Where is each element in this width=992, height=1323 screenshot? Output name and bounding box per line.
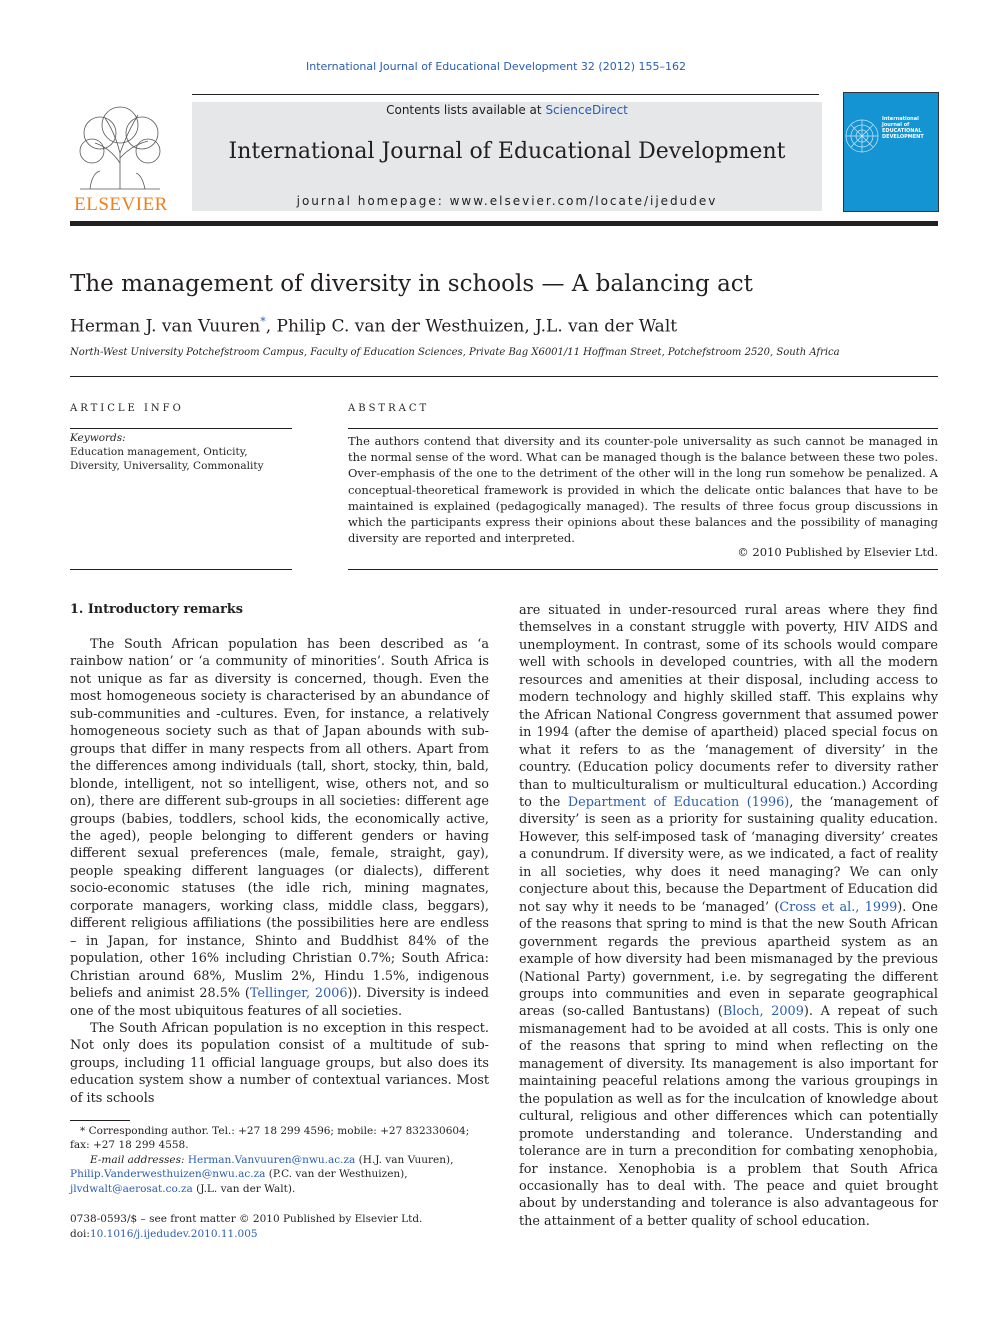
- keywords-block: [70, 431, 292, 473]
- paragraph-2-cont: [519, 602, 938, 1230]
- article-info-rule: [70, 428, 292, 429]
- email-owner-3: (J.L. van der Walt).: [192, 1182, 296, 1195]
- journal-cover[interactable]: [843, 92, 939, 212]
- paragraph-1: [70, 636, 489, 1020]
- footnote: [70, 1124, 490, 1196]
- body-right-column: [519, 602, 938, 1230]
- cover-title: International Journal of EDUCATIONAL DEVELOPMENT: [882, 116, 924, 140]
- front-matter: [70, 1212, 490, 1242]
- footnote-mark: *: [80, 1125, 86, 1137]
- email-addresses: [70, 1153, 490, 1196]
- homepage-prefix: journal homepage:: [296, 194, 450, 208]
- doi-link[interactable]: 10.1016/j.ijedudev.2010.11.005: [89, 1228, 258, 1240]
- footnote-rule: [70, 1120, 130, 1121]
- email-owner-2: (P.C. van der Westhuizen),: [265, 1168, 408, 1181]
- header-rule: [70, 221, 938, 226]
- contents-line: [192, 102, 822, 118]
- abstract-bottom-rule: [348, 569, 938, 570]
- keywords-label: Keywords:: [70, 432, 126, 444]
- author-1: Herman J. van Vuuren: [70, 316, 261, 337]
- title-rule: [70, 376, 938, 377]
- doi-label: doi:: [70, 1228, 90, 1240]
- paragraph-1-text-b: )). Diversity is indeed one of the most ubiquitous features of all societies.: [70, 986, 489, 1019]
- paragraph-text-a: are situated in under-resourced rural areas where they find themselves in a constant struggle with poverty, HIV AIDS and unemployment. In contrast, some of its schools would compare well with schools in developed countries, with all the modern resources and amenities at their disposal, including access to modern technology and highly skilled staff. This explains why the African National Congress government that assumed power in 1994 (after the demise of apartheid) placed special focus on what it refers to as the ‘management of diversity’ in the country. (Education policy documents refer to diversity rather than to multiculturalism or multicultural education.) According to the: [519, 603, 938, 810]
- paragraph-text-c: ). One of the reasons that spring to mind is that the new South African government regards the previous apartheid system as an example of how diversity had been mismanaged by the previous (National Party) government, i.e. by segregating the different groups into communities and even in separate geographical areas (so-called Bantustans) (: [519, 899, 939, 1020]
- body-left-column: [70, 636, 489, 1107]
- abstract-heading: ABSTRACT: [348, 403, 430, 414]
- email-link-2[interactable]: Philip.Vanderwesthuizen@nwu.ac.za: [70, 1168, 266, 1181]
- article-info-heading: ARTICLE INFO: [70, 403, 184, 414]
- ref-cross[interactable]: Cross et al., 1999: [779, 899, 898, 915]
- section-heading: 1. Introductory remarks: [70, 602, 243, 617]
- email-link-1[interactable]: Herman.Vanvuuren@nwu.ac.za: [187, 1153, 356, 1166]
- doi-line: [70, 1227, 490, 1242]
- homepage-url[interactable]: www.elsevier.com/locate/ijedudev: [449, 194, 718, 208]
- ref-department-education[interactable]: Department of Education (1996): [567, 794, 790, 810]
- corresponding-mark[interactable]: *: [260, 315, 266, 328]
- email-owner-1: (H.J. van Vuuren),: [355, 1153, 454, 1166]
- abstract-text: The authors contend that diversity and its counter-pole universality as such cannot be managed in the normal sense of the word. What can be managed though is the balance between these two poles. Over-emphasis of the one to the detriment of the other will in the long run somehow be penalized. A conceptual-theoretical framework is provided in which the delicate ontic balances that have to be maintained is explained (pedagogically managed). The results of three focus group discussions in which the participants express their opinions about these balances and the possibility of managing diversity are reported and interpreted.: [348, 434, 938, 546]
- tree-icon: [70, 103, 170, 191]
- journal-citation[interactable]: International Journal of Educational Development 32 (2012) 155–162: [305, 60, 686, 73]
- corresponding-text: Corresponding author. Tel.: +27 18 299 4596; mobile: +27 832330604; fax: +27 18 299 4558.: [70, 1125, 470, 1152]
- ref-tellinger[interactable]: Tellinger, 2006: [249, 986, 348, 1002]
- paragraph-1-text-a: The South African population has been described as ‘a rainbow nation’ or ‘a community of minorities’. South Africa is not unique as far as diversity is concerned, though. Even the most homogeneous society is characterised by an abundance of sub-communities and -cultures. Even, for instance, a relatively homogeneous society such as that of Japan abounds with sub-groups that differ in many respects from all others. Apart from the differences among individuals (tall, short, stocky, thin, bald, blonde, intelligent, not so intelligent, wise, others not, and so on), there are different sub-groups in all societies: different age groups (babies, toddlers, school kids, the economically active, the aged), people belonging to different genders or having different sexual preferences (male, female, straight, gay), people speaking different languages (or dialects), different socio-economic statuses (the idle rich, mining magnates, corporate managers, working class, middle class, beggars), different religious affiliations (the possibilities here are endless – in Japan, for instance, Shinto and Buddhist 84% of the population, other 16% including Christian 0.7%; South Africa: Christian around 68%, Muslim 2%, Hindu 1.5%, indigenous beliefs and animist 28.5% (: [70, 637, 489, 1002]
- email-link-3[interactable]: jlvdwalt@aerosat.co.za: [70, 1182, 193, 1195]
- cover-mandala-icon: [844, 111, 884, 161]
- header-top-rule: [192, 94, 819, 95]
- author-list: [70, 315, 938, 337]
- paragraph-text-d: ). A repeat of such mismanagement had to be avoided at all costs. This is only one of the reasons that spring to mind when reflecting on the management of diversity. Its management is also important for maintaining peaceful relations among the various groupings in the population as well as for the inculcation of knowledge about cultural, religious and other differences which can potentially promote understanding and tolerance. Understanding and tolerance are in turn a precondition for combating xenophobia, for instance. Xenophobia is a problem that South Africa occasionally has to deal with. The peace and quiet brought about by understanding and tolerance is also advantageous for the attainment of a better quality of school education.: [519, 1004, 938, 1229]
- ref-bloch[interactable]: Bloch, 2009: [722, 1004, 804, 1020]
- abstract-rule: [348, 428, 938, 429]
- publisher-name: ELSEVIER: [74, 194, 168, 215]
- article-info-bottom-rule: [70, 569, 292, 570]
- article-title: The management of diversity in schools — A balancing act: [70, 271, 753, 297]
- keywords-list: Education management, Onticity, Diversity, Universality, Commonality: [70, 446, 264, 472]
- sciencedirect-link[interactable]: ScienceDirect: [545, 103, 628, 117]
- paragraph-2: The South African population is no exception in this respect. Not only does its population consist of a multitude of sub-groups, including 11 official language groups, but also does its education system show a number of contextual variances. Most of its schools: [70, 1020, 489, 1106]
- affiliation: North-West University Potchefstroom Campus, Faculty of Education Sciences, Private Bag X6001/11 Hoffman Street, Potchefstroom 2520, South Africa: [70, 347, 840, 358]
- other-authors: , Philip C. van der Westhuizen, J.L. van der Walt: [265, 316, 678, 337]
- email-label: E-mail addresses:: [90, 1153, 185, 1166]
- contents-prefix: Contents lists available at: [386, 103, 546, 117]
- paragraph-text-b: , the ‘management of diversity’ is seen as a priority for sustaining quality education. However, this self-imposed task of ‘managing diversity’ creates a conundrum. If diversity were, as we indicated, a fact of reality in all societies, why does it need managing? We can only conjecture about this, because the Department of Education did not say why it needs to be ‘managed’ (: [519, 794, 938, 915]
- issn-line: 0738-0593/$ – see front matter © 2010 Published by Elsevier Ltd.: [70, 1213, 423, 1225]
- abstract-copyright: © 2010 Published by Elsevier Ltd.: [737, 545, 938, 559]
- journal-title: International Journal of Educational Development: [228, 139, 786, 164]
- corresponding-note: [70, 1124, 490, 1153]
- journal-homepage: [192, 194, 822, 208]
